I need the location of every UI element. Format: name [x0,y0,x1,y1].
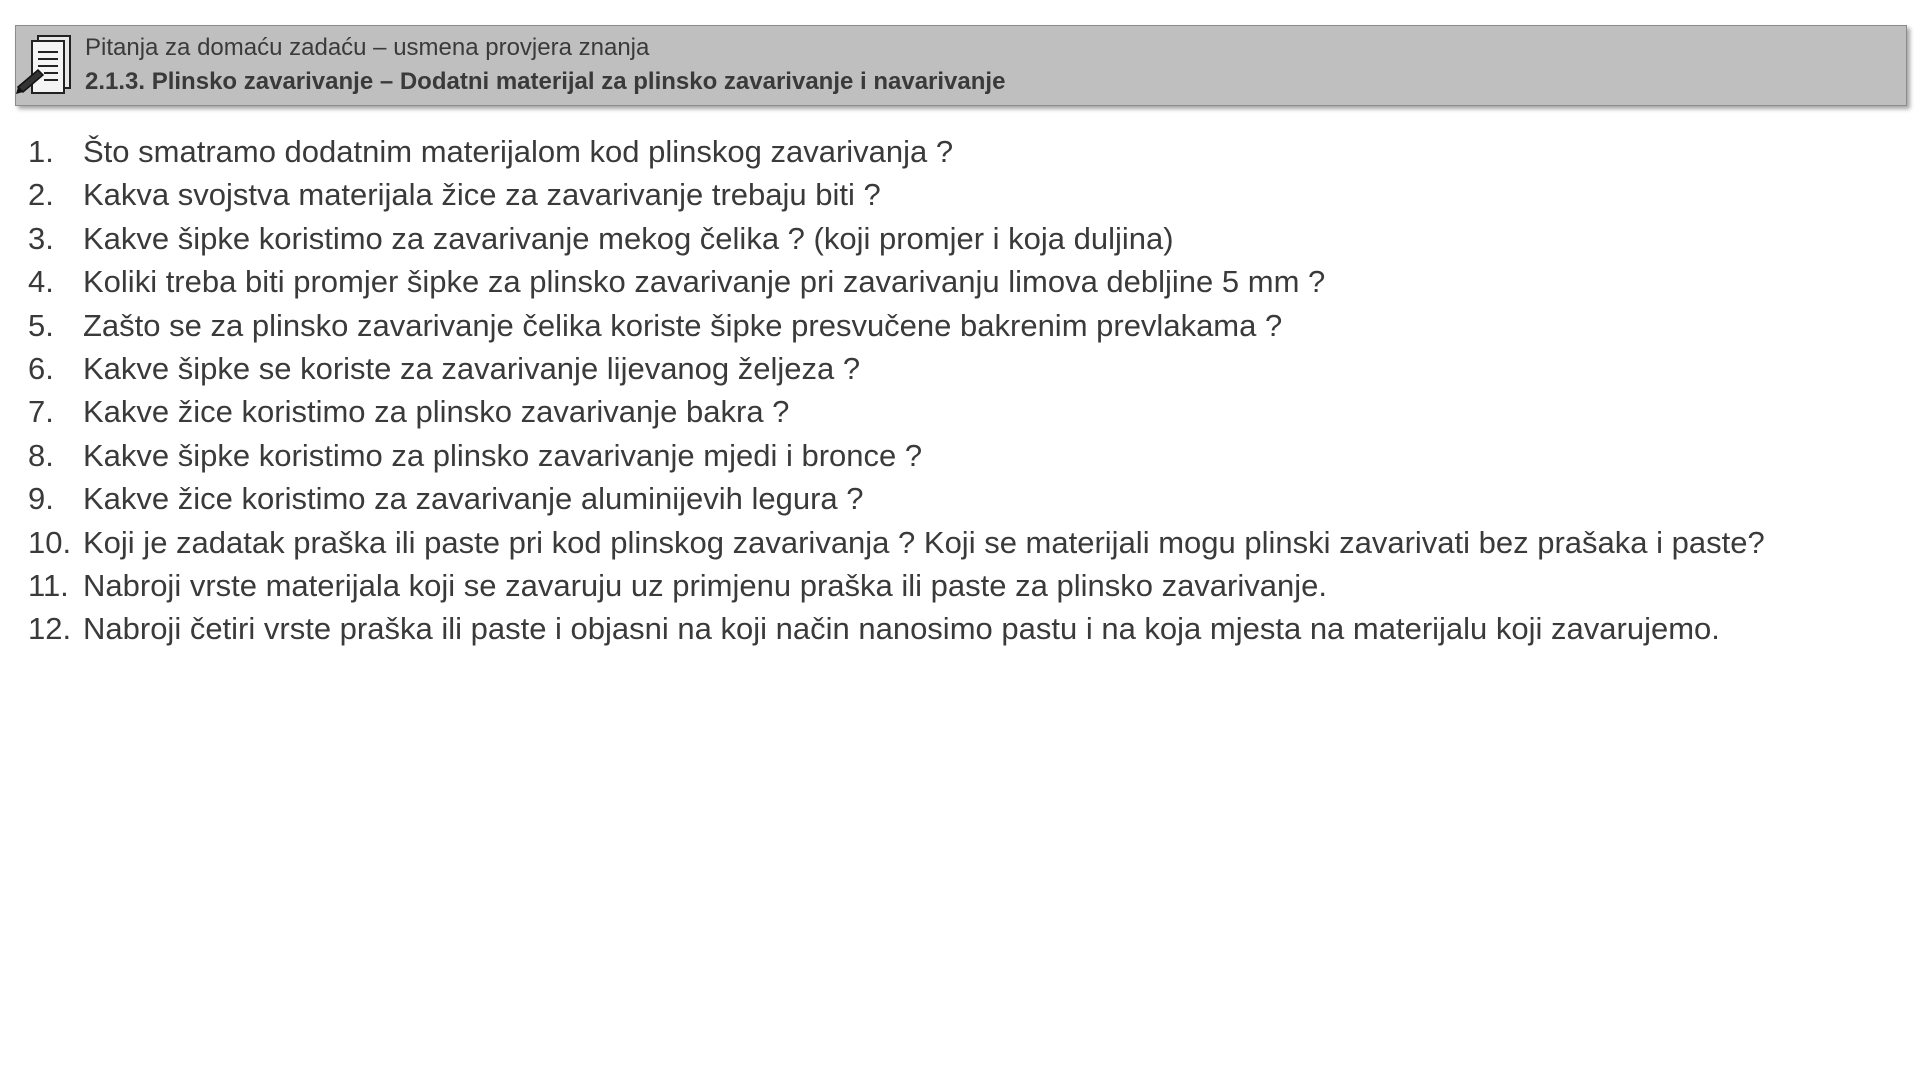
question-text: Zašto se za plinsko zavarivanje čelika koriste šipke presvučene bakrenim prevlakama ? [83,307,1283,343]
question-number: 9. [28,481,54,517]
question-item [28,173,1765,216]
question-number: 3. [28,220,54,256]
question-number: 8. [28,437,54,473]
question-text: Kakve žice koristimo za plinsko zavarivanje bakra ? [83,394,790,430]
question-text: Što smatramo dodatnim materijalom kod plinskog zavarivanja ? [83,134,954,169]
question-text: Nabroji vrste materijala koji se zavaruju uz primjenu praška ili paste za plinsko zavarivanje. [83,567,1327,603]
notes-pencil-icon [16,32,76,98]
question-number: 6. [28,350,54,386]
page-title: 2.1.3. Plinsko zavarivanje – Dodatni materijal za plinsko zavarivanje i navarivanje [85,68,1006,95]
question-item [28,347,1765,390]
question-item [28,130,1765,173]
question-item [28,390,1765,433]
question-item [28,564,1765,607]
question-item [28,477,1765,520]
question-item [28,434,1765,477]
question-number: 1. [28,134,54,169]
question-text: Nabroji četiri vrste praška ili paste i objasni na koji način nanosimo pastu i na koja mjesta na materijalu koji zavarujemo. [83,611,1720,647]
header-bar [15,25,1907,106]
question-item [28,217,1765,260]
question-number: 10. [28,524,72,560]
question-number: 4. [28,264,54,300]
question-item [28,607,1765,650]
question-text: Koji je zadatak praška ili paste pri kod plinskog zavarivanja ? Koji se materijali mogu plinski zavarivati bez prašaka i paste? [83,524,1765,560]
question-text: Kakva svojstva materijala žice za zavarivanje trebaju biti ? [83,177,881,213]
question-text: Koliki treba biti promjer šipke za plinsko zavarivanje pri zavarivanju limova debljine 5 mm ? [83,264,1326,300]
header-subtitle: Pitanja za domaću zadaću – usmena provjera znanja [85,34,650,61]
question-number: 5. [28,307,54,343]
question-item [28,304,1765,347]
question-item [28,521,1765,564]
question-number: 2. [28,177,54,213]
question-text: Kakve žice koristimo za zavarivanje aluminijevih legura ? [83,481,864,517]
question-text: Kakve šipke se koriste za zavarivanje lijevanog željeza ? [83,350,861,386]
question-item [28,260,1765,303]
question-number: 12. [28,611,72,647]
question-text: Kakve šipke koristimo za zavarivanje mekog čelika ? (koji promjer i koja duljina) [83,220,1174,256]
question-number: 7. [28,394,54,430]
question-number: 11. [28,567,69,603]
question-text: Kakve šipke koristimo za plinsko zavarivanje mjedi i bronce ? [83,437,923,473]
question-list [28,130,1765,651]
